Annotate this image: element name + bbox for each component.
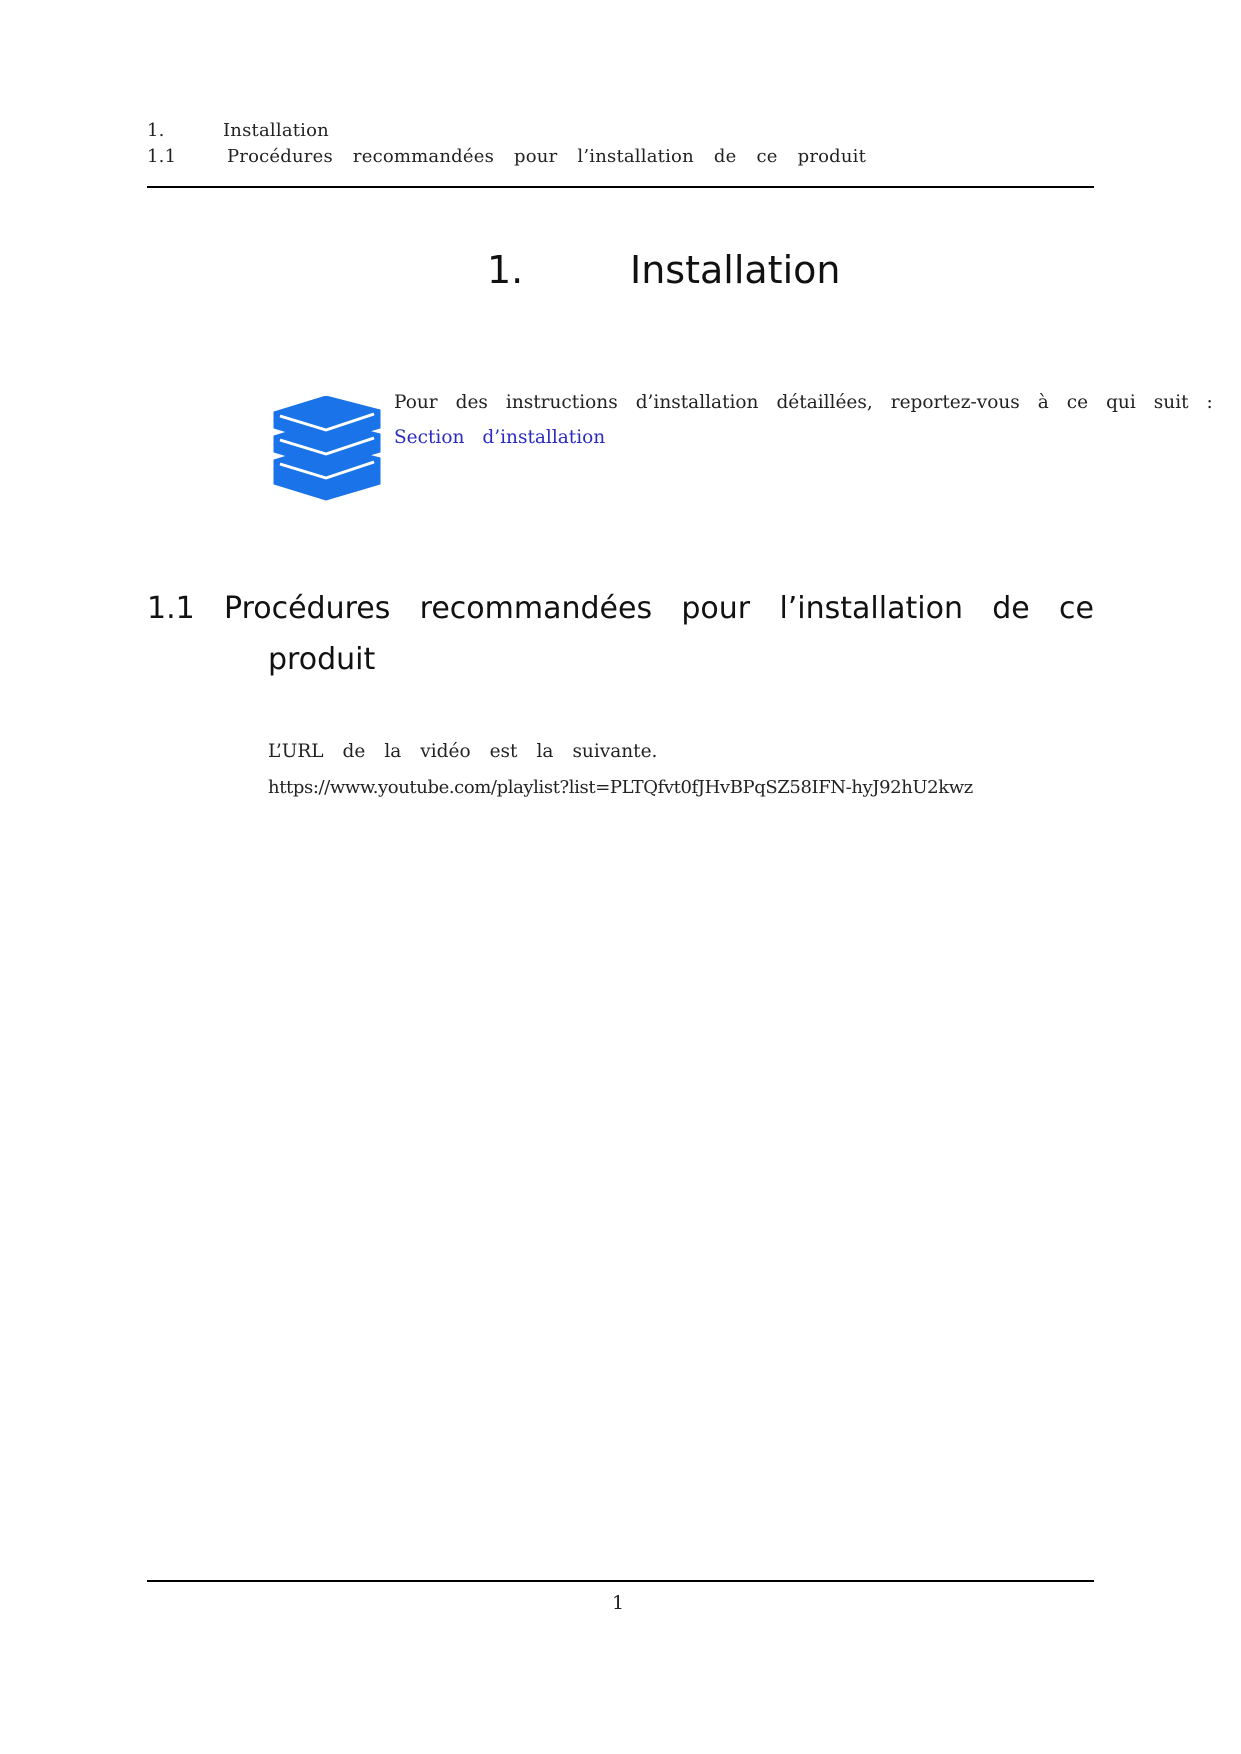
header-chapter-title: Installation — [223, 120, 329, 141]
section-number: 1.1 — [147, 591, 195, 626]
footer-rule — [147, 1580, 1094, 1582]
header-rule — [147, 186, 1094, 188]
installation-section-link[interactable]: Section d’installation — [394, 427, 606, 448]
header-section-title: Procédures recommandées pour l’installation de ce produit — [227, 146, 867, 167]
running-header-line-2 — [147, 146, 886, 167]
section-title-line-1: Procédures recommandées pour l’installation de ce — [224, 591, 1094, 626]
body-paragraph: L’URL de la vidéo est la suivante. — [268, 741, 658, 762]
header-chapter-number: 1. — [147, 120, 165, 141]
note-text: Pour des instructions d’installation détaillées, reportez-vous à ce qui suit : — [394, 392, 1213, 413]
chapter-number: 1. — [487, 248, 524, 292]
chapter-title: Installation — [630, 248, 841, 292]
video-url-link[interactable]: https://www.youtube.com/playlist?list=PLTQfvt0fJHvBPqSZ58IFN-hyJ92hU2kwz — [268, 777, 973, 798]
books-icon — [268, 396, 388, 508]
running-header-line-1 — [147, 120, 329, 141]
page-number: 1 — [612, 1592, 625, 1614]
header-section-number: 1.1 — [147, 146, 177, 167]
section-title-line-2: produit — [268, 642, 376, 677]
